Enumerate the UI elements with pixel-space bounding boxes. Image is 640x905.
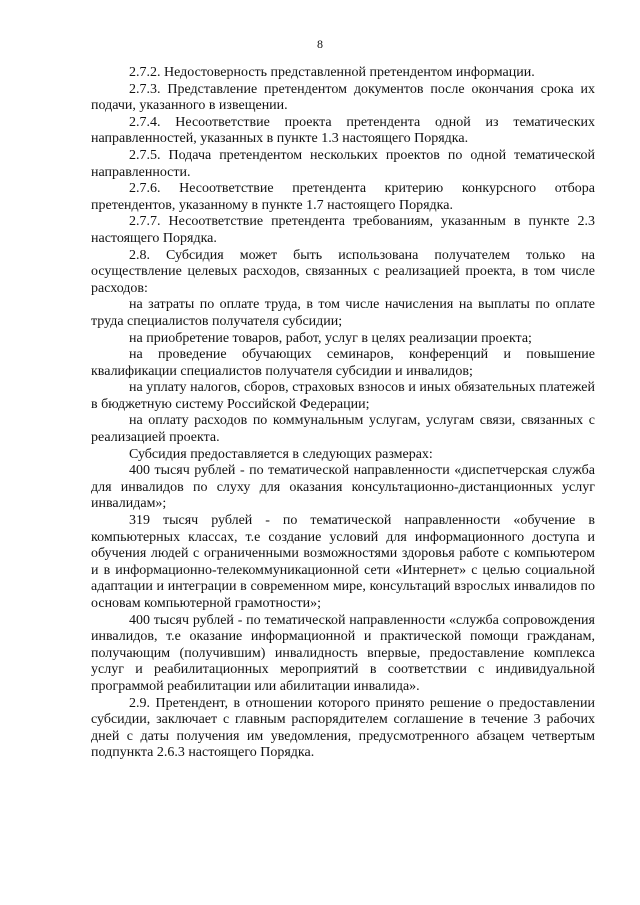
expense-item-goods: на приобретение товаров, работ, услуг в целях реализации проекта; xyxy=(129,330,532,346)
expense-item-labor: на затраты по оплате труда, в том числе начисления на выплаты по оплате труда специалистов получателя субсидии; xyxy=(91,297,595,329)
expense-item-utilities: на оплату расходов по коммунальным услугам, услугам связи, связанных с реализацией проекта. xyxy=(91,413,595,446)
subsidy-amounts-intro: Субсидия предоставляется в следующих размерах: xyxy=(129,446,433,462)
paragraph-2-7-4: 2.7.4. Несоответствие проекта претендента одной из тематических направленностей, указанных в пункте 1.3 настоящего Порядка. xyxy=(91,114,595,147)
paragraph-2-7-5: 2.7.5. Подача претендентом нескольких проектов по одной тематической направленности. xyxy=(91,147,595,180)
expense-item-training: на проведение обучающих семинаров, конференций и повышение квалификации специалистов получателя субсидии и инвалидов; xyxy=(91,347,595,379)
subsidy-amount-computer-training: 319 тысяч рублей - по тематической направленности «обучение в компьютерных классах, т.е создание условий для информационного доступа и обучения людей с ограниченными возможностями здоровья работе с компьютером и в информационно-телекоммуникационной сети «Интернет» с целью социальной адаптации и интеграции в современном мире, консультаций взрослых инвалидов по основам компьютерной грамотности»; xyxy=(91,513,595,611)
paragraph-2-7-3: 2.7.3. Представление претендентом документов после окончания срока их подачи, указанного в извещении. xyxy=(91,81,595,114)
paragraph-2-8: 2.8. Субсидия может быть использована получателем только на осуществление целевых расходов, связанных с реализацией проекта, в том числе расходов: xyxy=(91,247,595,296)
page-number: 8 xyxy=(317,37,323,51)
paragraph-2-7-7: 2.7.7. Несоответствие претендента требованиям, указанным в пункте 2.3 настоящего Порядка. xyxy=(91,214,595,246)
paragraph-2-7-6: 2.7.6. Несоответствие претендента критерию конкурсного отбора претендентов, указанному в пункте 1.7 настоящего Порядка. xyxy=(91,181,595,213)
expense-item-taxes: на уплату налогов, сборов, страховых взносов и иных обязательных платежей в бюджетную систему Российской Федерации; xyxy=(91,380,595,412)
subsidy-amount-support-service: 400 тысяч рублей - по тематической направленности «служба сопровождения инвалидов, т.е оказание информационной и практической помощи гражданам, получающим (получившим) инвалидность впервые, предоставление комплекса услуг и реабилитационных мероприятий в соответствии с индивидуальной программой реабилитации или абилитации инвалида». xyxy=(91,612,595,694)
document-body xyxy=(91,65,595,762)
paragraph-2-9: 2.9. Претендент, в отношении которого принято решение о предоставлении субсидии, заключает с главным распорядителем соглашение в течение 3 рабочих дней с даты получения им уведомления, предусмотренного абзацем четвертым подпункта 2.6.3 настоящего Порядка. xyxy=(91,695,595,761)
paragraph-2-7-2: 2.7.2. Недостоверность представленной претендентом информации. xyxy=(129,65,535,80)
subsidy-amount-dispatch: 400 тысяч рублей - по тематической направленности «диспетчерская служба для инвалидов по слуху для оказания консультационно-дистанционных услуг инвалидам»; xyxy=(91,463,595,512)
